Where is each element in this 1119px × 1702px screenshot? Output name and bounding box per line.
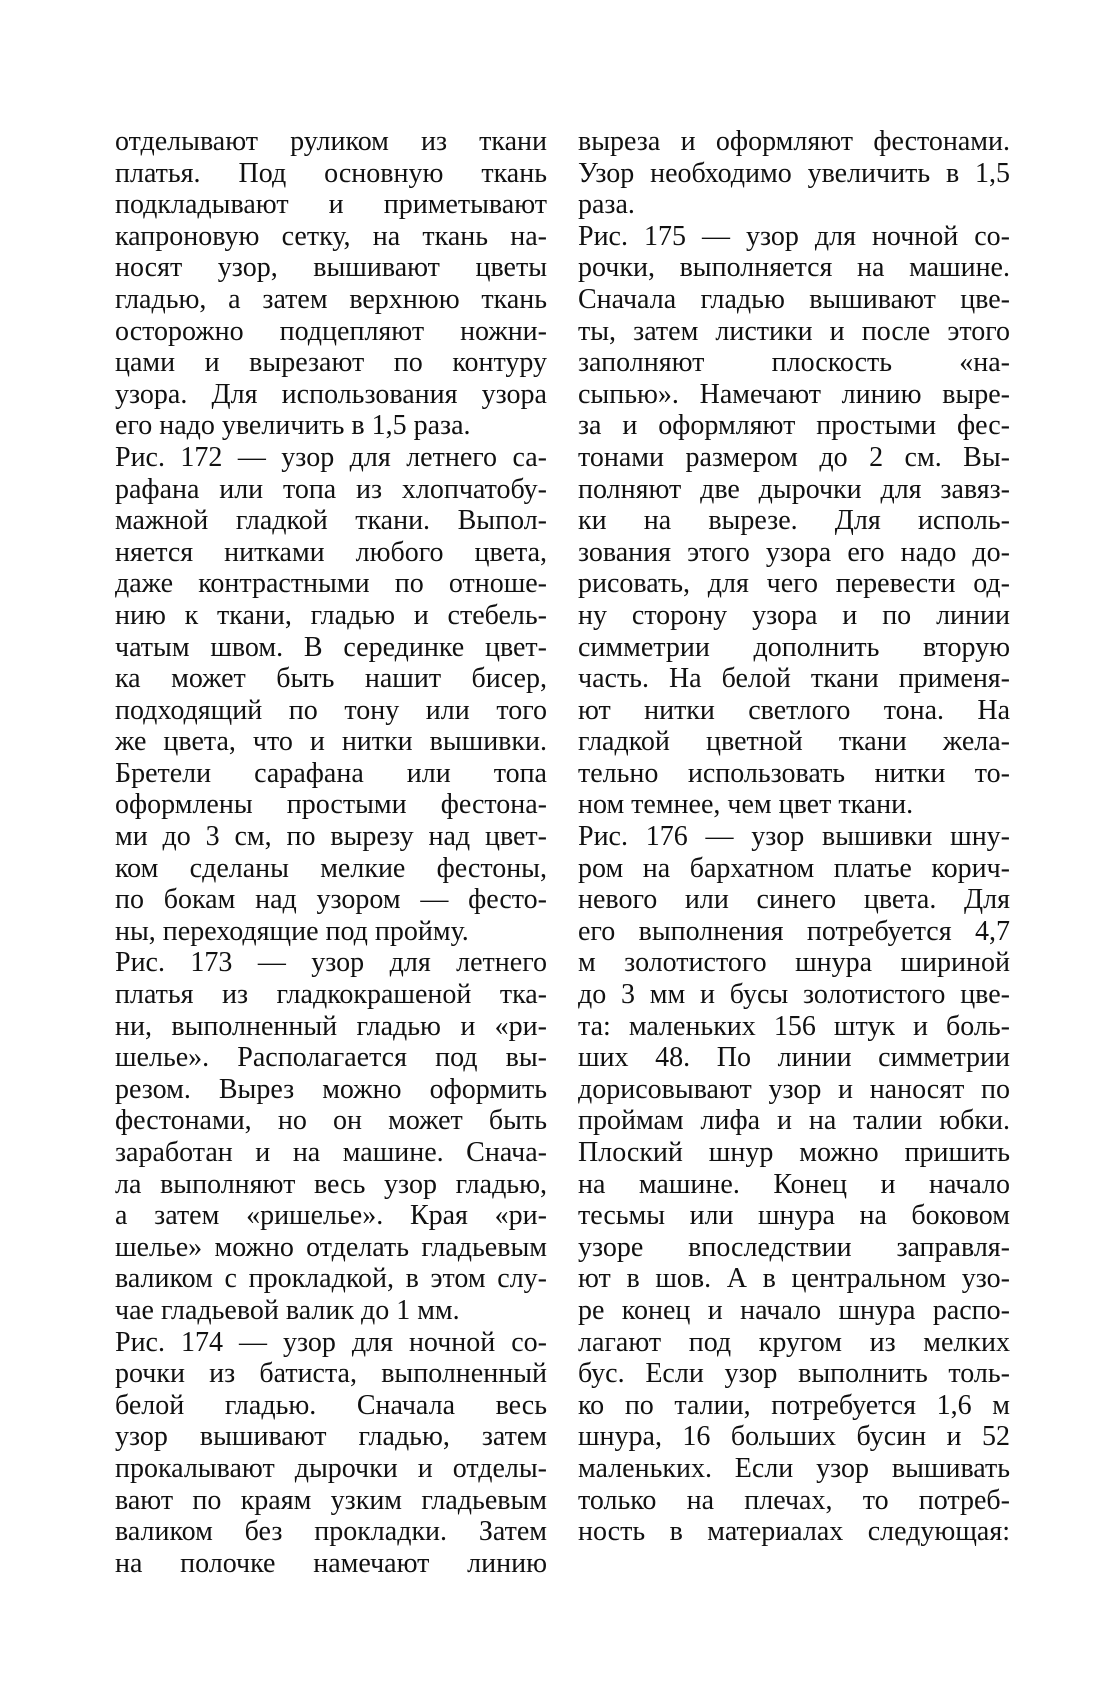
- text-line: ших 48. По линии симметрии: [578, 1042, 1010, 1074]
- text-line: по бокам над узором — фесто-: [115, 884, 547, 916]
- text-line: сыпью». Намечают линию выре-: [578, 378, 1010, 410]
- text-line: капроновую сетку, на ткань на-: [115, 220, 547, 252]
- text-line: подходящий по тону или того: [115, 694, 547, 726]
- text-line: Рис. 173 — узор для летнего: [115, 947, 547, 979]
- text-line: а затем «ришелье». Края «ри-: [115, 1200, 547, 1232]
- text-line: ют нитки светлого тона. На: [578, 694, 1010, 726]
- text-line: шелье». Располагается под вы-: [115, 1042, 547, 1074]
- text-line: ность в материалах следующая:: [578, 1516, 1010, 1548]
- text-line: платья. Под основную ткань: [115, 157, 547, 189]
- text-line: платья из гладкокрашеной тка-: [115, 979, 547, 1011]
- text-line: вают по краям узким гладьевым: [115, 1484, 547, 1516]
- text-line: чае гладьевой валик до 1 мм.: [115, 1294, 460, 1326]
- text-line: ми до 3 см, по вырезу над цвет-: [115, 821, 547, 853]
- text-line: мажной гладкой ткани. Выпол-: [115, 505, 547, 537]
- left-text-column: [115, 126, 547, 1579]
- text-line: полняют две дырочки для завяз-: [578, 473, 1010, 505]
- text-line: оформлены простыми фестона-: [115, 789, 547, 821]
- text-line: Рис. 172 — узор для летнего са-: [115, 441, 547, 473]
- text-line: прокалывают дырочки и отделы-: [115, 1452, 547, 1484]
- text-line: ка может быть нашит бисер,: [115, 663, 547, 695]
- text-line: ют в шов. А в центральном узо-: [578, 1263, 1010, 1295]
- text-line: за и оформляют простыми фес-: [578, 410, 1010, 442]
- text-line: симметрии дополнить вторую: [578, 631, 1010, 663]
- text-line: валиком без прокладки. Затем: [115, 1516, 547, 1548]
- text-line: Узор необходимо увеличить в 1,5: [578, 157, 1010, 189]
- text-line: ла выполняют весь узор гладью,: [115, 1168, 547, 1200]
- text-line: ром на бархатном платье корич-: [578, 852, 1010, 884]
- text-line: резом. Вырез можно оформить: [115, 1073, 547, 1105]
- text-line: осторожно подцепляют ножни-: [115, 315, 547, 347]
- text-line: гладью, а затем верхнюю ткань: [115, 283, 547, 315]
- text-line: Рис. 175 — узор для ночной со-: [578, 220, 1010, 252]
- text-line: узора. Для использования узора: [115, 378, 547, 410]
- text-line: невого или синего цвета. Для: [578, 884, 1010, 916]
- text-line: на полочке намечают линию: [115, 1547, 547, 1579]
- text-line: ты, затем листики и после этого: [578, 315, 1010, 347]
- text-line: ре конец и начало шнура распо-: [578, 1294, 1010, 1326]
- text-line: тонами размером до 2 см. Вы-: [578, 441, 1010, 473]
- text-line: Рис. 176 — узор вышивки шну-: [578, 821, 1010, 853]
- text-line: ны, переходящие под пройму.: [115, 915, 469, 947]
- text-line: узор вышивают гладью, затем: [115, 1421, 547, 1453]
- text-line: та: маленьких 156 штук и боль-: [578, 1010, 1010, 1042]
- text-line: лагают под кругом из мелких: [578, 1326, 1010, 1358]
- text-line: ну сторону узора и по линии: [578, 599, 1010, 631]
- text-line: чатым швом. В серединке цвет-: [115, 631, 547, 663]
- text-line: его выполнения потребуется 4,7: [578, 915, 1010, 947]
- text-line: бус. Если узор выполнить толь-: [578, 1358, 1010, 1390]
- text-line: цами и вырезают по контуру: [115, 347, 547, 379]
- text-line: ком сделаны мелкие фестоны,: [115, 852, 547, 884]
- text-line: даже контрастными по отноше-: [115, 568, 547, 600]
- text-line: только на плечах, то потреб-: [578, 1484, 1010, 1516]
- text-line: до 3 мм и бусы золотистого цве-: [578, 979, 1010, 1011]
- text-line: гладкой цветной ткани жела-: [578, 726, 1010, 758]
- text-line: няется нитками любого цвета,: [115, 536, 547, 568]
- text-line: раза.: [578, 189, 635, 221]
- text-line: Рис. 174 — узор для ночной со-: [115, 1326, 547, 1358]
- text-line: узоре впоследствии заправля-: [578, 1231, 1010, 1263]
- text-line: Сначала гладью вышивают цве-: [578, 283, 1010, 315]
- text-line: зования этого узора его надо до-: [578, 536, 1010, 568]
- text-line: подкладывают и приметывают: [115, 189, 547, 221]
- text-line: фестонами, но он может быть: [115, 1105, 547, 1137]
- text-line: его надо увеличить в 1,5 раза.: [115, 410, 471, 442]
- text-line: дорисовывают узор и наносят по: [578, 1073, 1010, 1105]
- text-line: ки на вырезе. Для исполь-: [578, 505, 1010, 537]
- text-line: проймам лифа и на талии юбки.: [578, 1105, 1010, 1137]
- text-line: тесьмы или шнура на боковом: [578, 1200, 1010, 1232]
- text-line: Плоский шнур можно пришить: [578, 1137, 1010, 1168]
- text-line: шелье» можно отделать гладьевым: [115, 1231, 547, 1263]
- text-line: рисовать, для чего перевести од-: [578, 568, 1010, 600]
- text-line: маленьких. Если узор вышивать: [578, 1452, 1010, 1484]
- text-line: заработан и на машине. Снача-: [115, 1137, 547, 1168]
- text-line: на машине. Конец и начало: [578, 1168, 1010, 1200]
- text-line: рочки, выполняется на машине.: [578, 252, 1010, 284]
- text-line: же цвета, что и нитки вышивки.: [115, 726, 547, 758]
- text-line: рафана или топа из хлопчатобу-: [115, 473, 547, 505]
- text-line: тельно использовать нитки то-: [578, 757, 1010, 789]
- text-line: Бретели сарафана или топа: [115, 757, 547, 789]
- text-line: м золотистого шнура шириной: [578, 947, 1010, 979]
- text-line: часть. На белой ткани применя-: [578, 663, 1010, 695]
- text-line: ни, выполненный гладью и «ри-: [115, 1010, 547, 1042]
- text-line: нию к ткани, гладью и стебель-: [115, 599, 547, 631]
- text-line: рочки из батиста, выполненный: [115, 1358, 547, 1390]
- text-line: шнура, 16 больших бусин и 52: [578, 1421, 1010, 1453]
- text-line: ко по талии, потребуется 1,6 м: [578, 1389, 1010, 1421]
- text-line: носят узор, вышивают цветы: [115, 252, 547, 284]
- text-line: заполняют плоскость «на-: [578, 347, 1010, 379]
- text-line: валиком с прокладкой, в этом слу-: [115, 1263, 547, 1295]
- text-line: отделывают руликом из ткани: [115, 126, 547, 157]
- right-text-column: [578, 126, 1010, 1548]
- text-line: ном темнее, чем цвет ткани.: [578, 789, 914, 821]
- text-line: выреза и оформляют фестонами.: [578, 126, 1010, 157]
- text-line: белой гладью. Сначала весь: [115, 1389, 547, 1421]
